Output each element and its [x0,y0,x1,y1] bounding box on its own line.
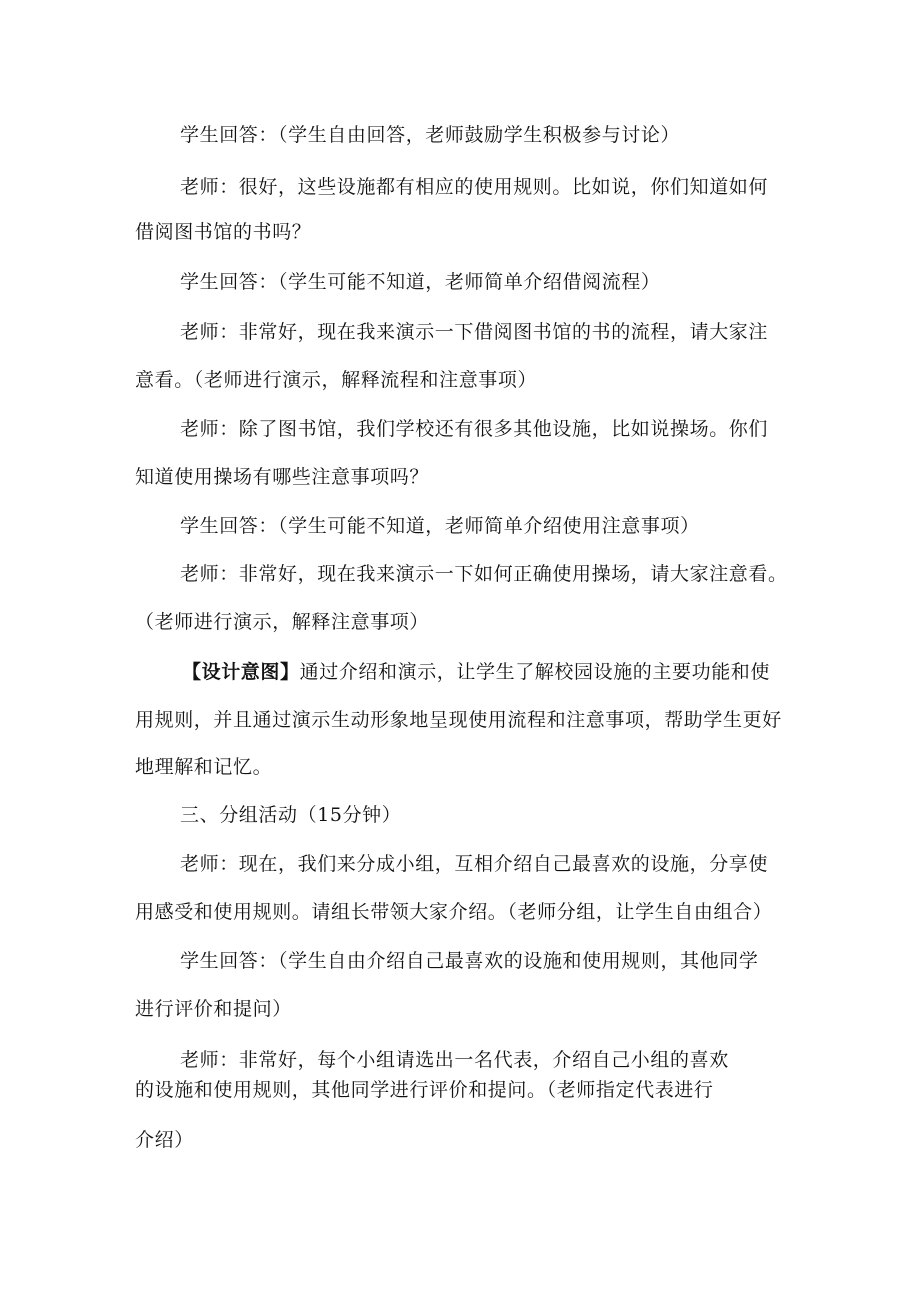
paragraph-line: 老师：非常好，每个小组请选出一名代表，介绍自己小组的喜欢 [180,1049,729,1071]
paragraph-line: 学生回答：（学生自由介绍自己最喜欢的设施和使用规则，其他同学 [180,950,759,972]
paragraph-line: 地理解和记忆。 [135,756,273,778]
section-heading: 三、分组活动（15分钟） [180,804,402,826]
design-intent-text: 通过介绍和演示，让学生了解校园设施的主要功能和使 [299,661,771,683]
paragraph-line: 学生回答：（学生自由回答，老师鼓励学生积极参与讨论） [180,124,681,146]
paragraph-line: 老师：除了图书馆，我们学校还有很多其他设施，比如说操场。你们 [180,418,769,440]
paragraph-line: 知道使用操场有哪些注意事项吗？ [135,466,430,488]
paragraph-line: 老师：非常好，现在我来演示一下借阅图书馆的书的流程，请大家注 [180,321,769,343]
paragraph-line: 意看。（老师进行演示，解释流程和注意事项） [135,369,538,391]
design-intent-label: 【设计意图】 [182,661,300,683]
paragraph-line: 介绍） [135,1129,194,1151]
paragraph-line: 学生回答：（学生可能不知道，老师简单介绍借阅流程） [180,271,661,293]
paragraph-line: 借阅图书馆的书吗？ [135,221,312,243]
paragraph-line: 学生回答：（学生可能不知道，老师简单介绍使用注意事项） [180,515,700,537]
paragraph-line: 老师：非常好，现在我来演示一下如何正确使用操场，请大家注意看。 [180,563,788,585]
design-intent-line [182,660,770,684]
paragraph-line: 用感受和使用规则。请组长带领大家介绍。（老师分组，让学生自由组合） [135,901,773,923]
paragraph-line: （老师进行演示，解释注意事项） [135,611,430,633]
paragraph-line: 老师：现在，我们来分成小组，互相介绍自己最喜欢的设施，分享使 [180,853,769,875]
paragraph-line: 的设施和使用规则，其他同学进行评价和提问。（老师指定代表进行 [135,1079,714,1101]
paragraph-line: 进行评价和提问） [135,998,292,1020]
paragraph-line: 老师：很好，这些设施都有相应的使用规则。比如说，你们知道如何 [180,176,769,198]
paragraph-line: 用规则，并且通过演示生动形象地呈现使用流程和注意事项，帮助学生更好 [135,709,782,731]
